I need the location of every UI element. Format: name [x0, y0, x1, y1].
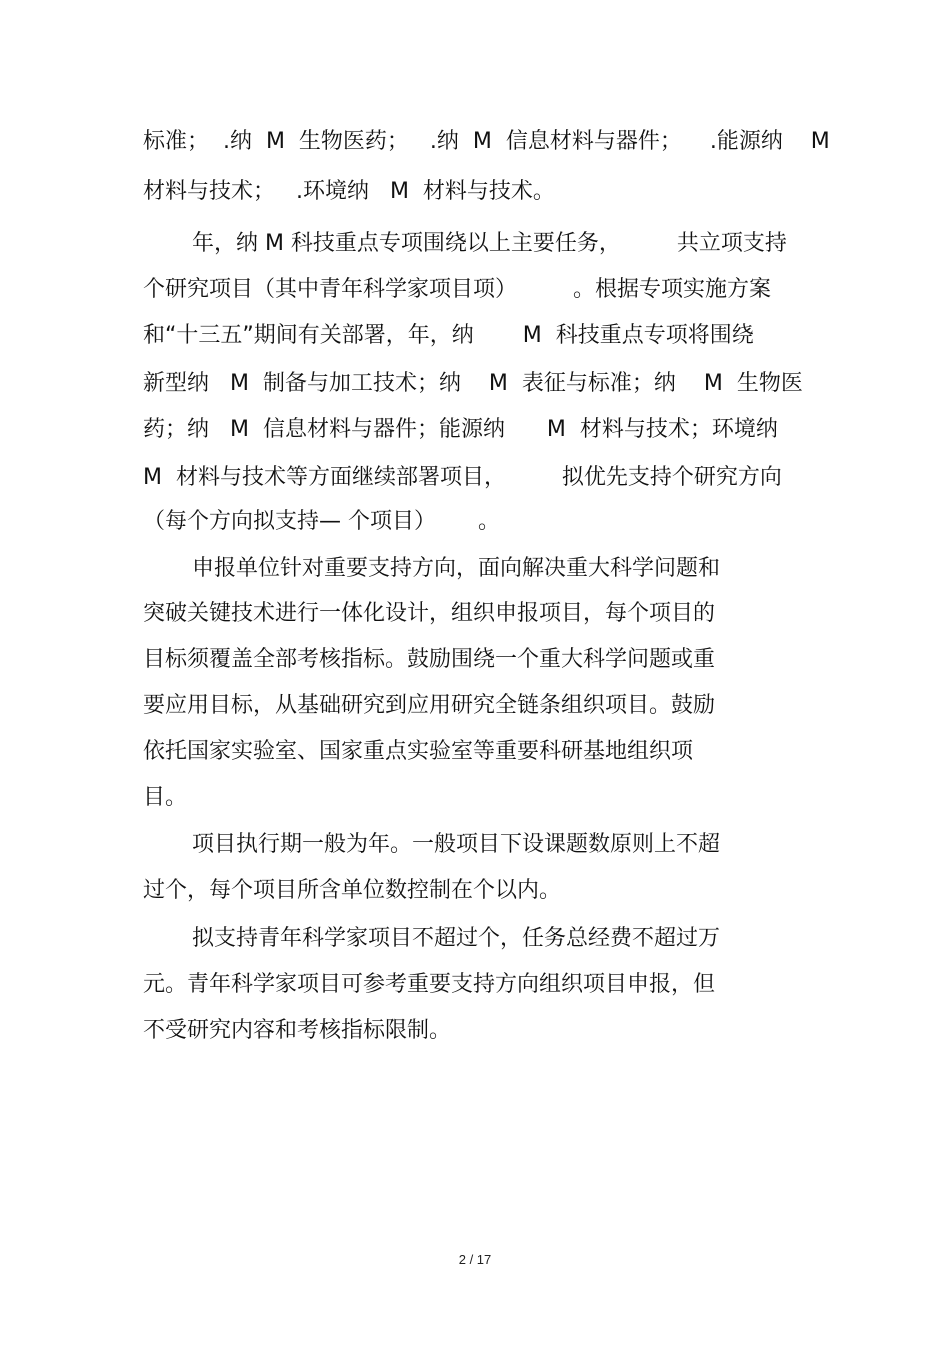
text-line: 项目执行期一般为年。一般项目下设课题数原则上不超	[143, 832, 720, 857]
text-line: 药；纳 M 信息材料与器件；能源纳 M 材料与技术；环境纳	[143, 417, 778, 442]
text-line: 申报单位针对重要支持方向，面向解决重大科学问题和	[143, 556, 720, 581]
text-line: 目标须覆盖全部考核指标。鼓励围绕一个重大科学问题或重	[143, 647, 716, 672]
text-line: 目。	[143, 785, 188, 810]
text-line: 依托国家实验室、国家重点实验室等重要科研基地组织项	[143, 739, 694, 764]
text-line: 和“十三五”期间有关部署，年，纳 M 科技重点专项将围绕	[143, 323, 754, 348]
text-line: 年，纳 M 科技重点专项围绕以上主要任务， 共立项支持	[143, 231, 787, 256]
text-line: 拟支持青年科学家项目不超过个，任务总经费不超过万	[143, 926, 720, 951]
text-line: （每个方向拟支持— 个项目） 。	[143, 509, 500, 534]
text-line: 元。青年科学家项目可参考重要支持方向组织项目申报，但	[143, 972, 716, 997]
page-number: 2 / 17	[458, 1252, 492, 1267]
text-line: 个研究项目（其中青年科学家项目项） 。根据专项实施方案	[143, 277, 771, 302]
text-line: 要应用目标，从基础研究到应用研究全链条组织项目。鼓励	[143, 693, 716, 718]
text-line: 新型纳 M 制备与加工技术；纳 M 表征与标准；纳 M 生物医	[143, 371, 803, 396]
text-line: 标准； .纳 M 生物医药； .纳 M 信息材料与器件； .能源纳 M	[143, 129, 830, 154]
text-line: M 材料与技术等方面继续部署项目， 拟优先支持个研究方向	[143, 465, 782, 490]
text-line: 材料与技术； .环境纳 M 材料与技术。	[143, 179, 555, 204]
text-line: 突破关键技术进行一体化设计，组织申报项目，每个项目的	[143, 601, 716, 626]
text-line: 过个，每个项目所含单位数控制在个以内。	[143, 878, 562, 903]
text-line: 不受研究内容和考核指标限制。	[143, 1018, 452, 1043]
